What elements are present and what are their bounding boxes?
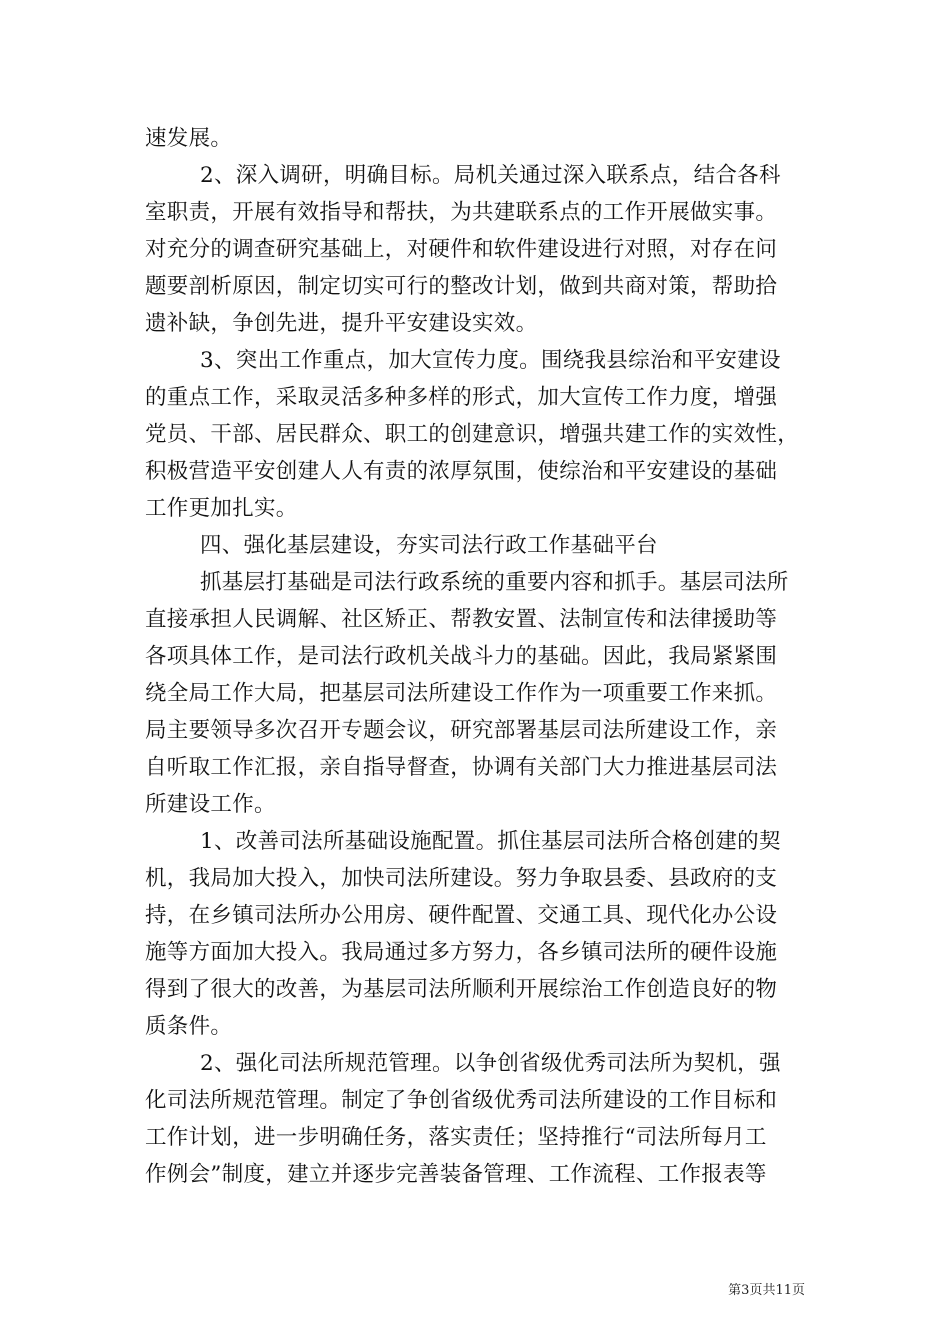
- text-line: 施等方面加大投入。我局通过多方努力，各乡镇司法所的硬件设施: [145, 940, 778, 965]
- text-line: 对充分的调查研究基础上，对硬件和软件建设进行对照，对存在问: [145, 237, 778, 262]
- text-line: 直接承担人民调解、社区矫正、帮教安置、法制宣传和法律援助等: [145, 607, 778, 632]
- text-line: 室职责，开展有效指导和帮扶，为共建联系点的工作开展做实事。: [145, 200, 778, 225]
- text-line: 化司法所规范管理。制定了争创省级优秀司法所建设的工作目标和: [145, 1088, 778, 1113]
- section-heading: 四、强化基层建设，夯实司法行政工作基础平台: [200, 533, 658, 558]
- text-line: 遗补缺，争创先进，提升平安建设实效。: [145, 311, 538, 336]
- text-line: 得到了很大的改善，为基层司法所顺利开展综治工作创造良好的物: [145, 977, 778, 1002]
- text-line: 党员、干部、居民群众、职工的创建意识，增强共建工作的实效性，: [145, 422, 800, 447]
- paragraph-start-line: 3、突出工作重点，加大宣传力度。围绕我县综治和平安建设: [200, 348, 781, 373]
- text-line: 局主要领导多次召开专题会议，研究部署基层司法所建设工作，亲: [145, 718, 778, 743]
- page-number: 第3页共11页: [728, 1283, 805, 1298]
- text-line: 的重点工作，采取灵活多种多样的形式，加大宣传工作力度，增强: [145, 385, 778, 410]
- text-line: 作例会”制度，建立并逐步完善装备管理、工作流程、工作报表等: [145, 1162, 767, 1187]
- text-line: 质条件。: [145, 1014, 233, 1039]
- text-line: 积极营造平安创建人人有责的浓厚氛围，使综治和平安建设的基础: [145, 459, 778, 484]
- text-line: 题要剖析原因，制定切实可行的整改计划，做到共商对策，帮助拾: [145, 274, 778, 299]
- text-line: 所建设工作。: [145, 792, 276, 817]
- paragraph-start-line: 1、改善司法所基础设施配置。抓住基层司法所合格创建的契: [200, 829, 781, 854]
- text-line: 速发展。: [145, 126, 233, 151]
- text-line: 工作计划，进一步明确任务，落实责任；坚持推行“司法所每月工: [145, 1125, 767, 1150]
- paragraph-start-line: 2、强化司法所规范管理。以争创省级优秀司法所为契机，强: [200, 1051, 781, 1076]
- paragraph-start-line: 2、深入调研，明确目标。局机关通过深入联系点，结合各科: [200, 163, 781, 188]
- text-line: 绕全局工作大局，把基层司法所建设工作作为一项重要工作来抓。: [145, 681, 778, 706]
- text-line: 持，在乡镇司法所办公用房、硬件配置、交通工具、现代化办公设: [145, 903, 778, 928]
- paragraph-start-line: 抓基层打基础是司法行政系统的重要内容和抓手。基层司法所: [200, 570, 789, 595]
- text-line: 机，我局加大投入，加快司法所建设。努力争取县委、县政府的支: [145, 866, 778, 891]
- text-line: 工作更加扎实。: [145, 496, 298, 521]
- text-line: 自听取工作汇报，亲自指导督查，协调有关部门大力推进基层司法: [145, 755, 778, 780]
- text-line: 各项具体工作，是司法行政机关战斗力的基础。因此，我局紧紧围: [145, 644, 778, 669]
